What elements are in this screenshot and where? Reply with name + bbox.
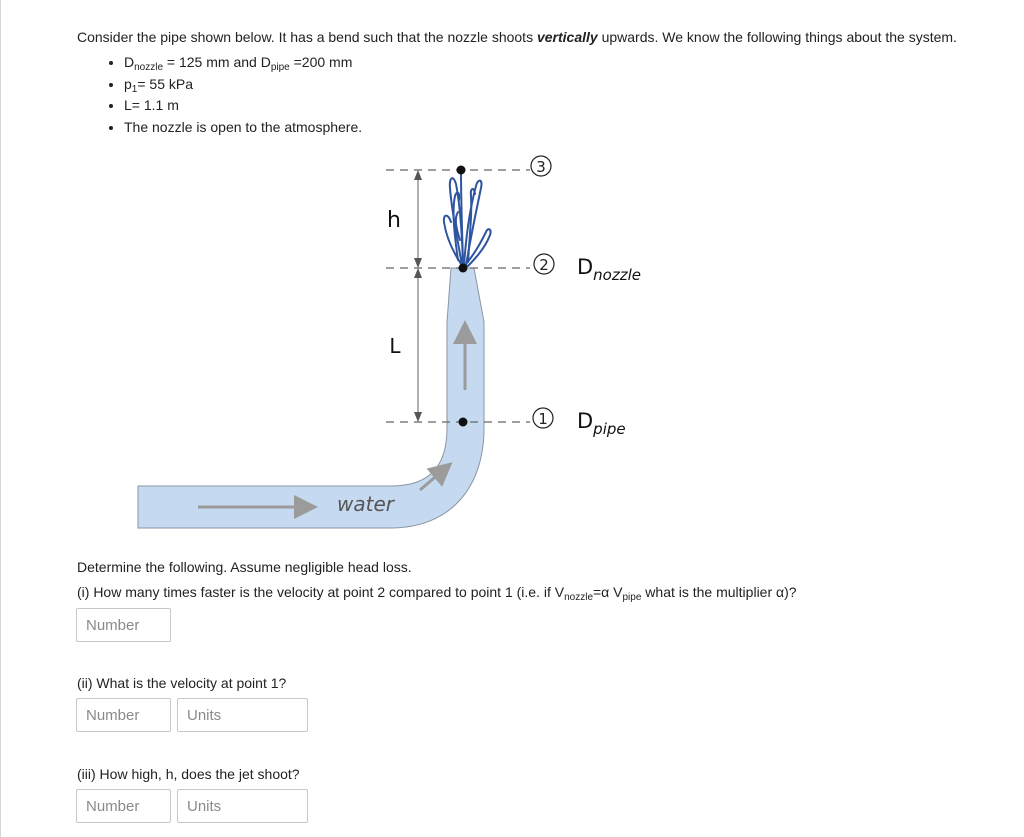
question-3: (iii) How high, h, does the jet shoot? (77, 766, 300, 782)
intro-text-end: upwards. We know the following things about the system. (597, 29, 957, 45)
point-1-marker (459, 418, 468, 427)
water-label: water (337, 492, 394, 516)
h-label: h (387, 208, 401, 233)
instructions: Determine the following. Assume negligible head loss. (77, 559, 412, 575)
point-1-label: 1 (538, 410, 548, 428)
point-2-marker (459, 264, 468, 273)
q2-units-input[interactable] (177, 698, 308, 732)
intro-emphasis: vertically (536, 29, 598, 45)
point-3-label: 3 (536, 158, 546, 176)
q3-number-input[interactable] (76, 789, 171, 823)
d-pipe-label: $D_{pipe}$ (577, 409, 626, 438)
point-3-marker (457, 166, 466, 175)
d-nozzle-label: $D_{nozzle}$ (577, 255, 641, 284)
q2-number-input[interactable] (76, 698, 171, 732)
given-length: • L= 1.1 m (124, 95, 362, 117)
given-open-nozzle: • The nozzle is open to the atmosphere. (124, 117, 362, 139)
given-pressure: • $p_1= 55$ kPa (124, 74, 362, 96)
intro-text-start: Consider the pipe shown below. It has a bend such that the nozzle shoots (77, 29, 537, 45)
water-jet (444, 172, 491, 266)
q1-number-input[interactable] (76, 608, 171, 642)
L-label: L (389, 334, 401, 358)
question-2: (ii) What is the velocity at point 1? (77, 675, 287, 691)
q3-units-input[interactable] (177, 789, 308, 823)
point-2-label: 2 (539, 256, 549, 274)
question-1: (i) How many times faster is the velocity at point 2 compared to point 1 (i.e. if $V_{nozzle}=\alpha$ $V_{pipe}$ what is the multiplier α)? (77, 584, 797, 603)
given-diameters: • $D_{nozzle} = 125$ mm and $D_{pipe} =200$ mm (124, 52, 362, 74)
pipe-body (138, 268, 484, 528)
